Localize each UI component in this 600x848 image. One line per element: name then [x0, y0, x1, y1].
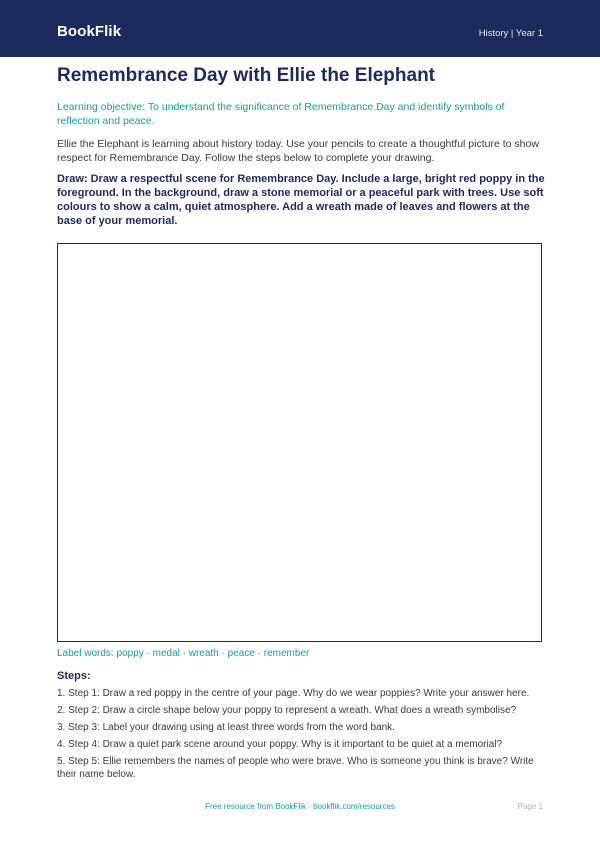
intro-text: Ellie the Elephant is learning about history today. Use your pencils to create a thoughtful picture to show respect for Remembrance Day. Follow the steps below to complete your drawing.: [57, 138, 539, 164]
brand-logo[interactable]: BookFlik: [57, 23, 122, 40]
page-number: Page 1: [517, 802, 543, 811]
step-item: 5. Step 5: Ellie remembers the names of people who were brave. Who is someone you think is brave? Write their name below.: [57, 756, 534, 780]
steps-heading: Steps:: [57, 670, 91, 682]
page-title: Remembrance Day with Ellie the Elephant: [57, 65, 435, 86]
footer-link[interactable]: Free resource from BookFlik · bookflik.com/resources: [205, 802, 395, 811]
drawing-area[interactable]: [57, 243, 542, 642]
step-item: 2. Step 2: Draw a circle shape below your poppy to represent a wreath. What does a wreath symbolise?: [57, 705, 517, 716]
step-item: 3. Step 3: Label your drawing using at least three words from the word bank.: [57, 722, 395, 733]
learning-objective: Learning objective: To understand the significance of Remembrance Day and identify symbols of reflection and peace.: [57, 101, 505, 127]
step-item: 1. Step 1: Draw a red poppy in the centre of your page. Why do we wear poppies? Write your answer here.: [57, 688, 530, 699]
subject-year-label: History | Year 1: [478, 28, 543, 39]
step-item: 4. Step 4: Draw a quiet park scene around your poppy. Why is it important to be quiet at a memorial?: [57, 739, 503, 750]
drawing-task: Draw: Draw a respectful scene for Remembrance Day. Include a large, bright red poppy in the foreground. In the background, draw a stone memorial or a peaceful park with trees. Use soft colours to show a calm, quiet atmosphere. Add a wreath made of leaves and flowers at the base of your memorial.: [57, 173, 545, 227]
header-bar: [0, 0, 600, 57]
steps-list: [57, 687, 547, 785]
word-bank: Label words: poppy · medal · wreath · peace · remember: [57, 648, 310, 659]
